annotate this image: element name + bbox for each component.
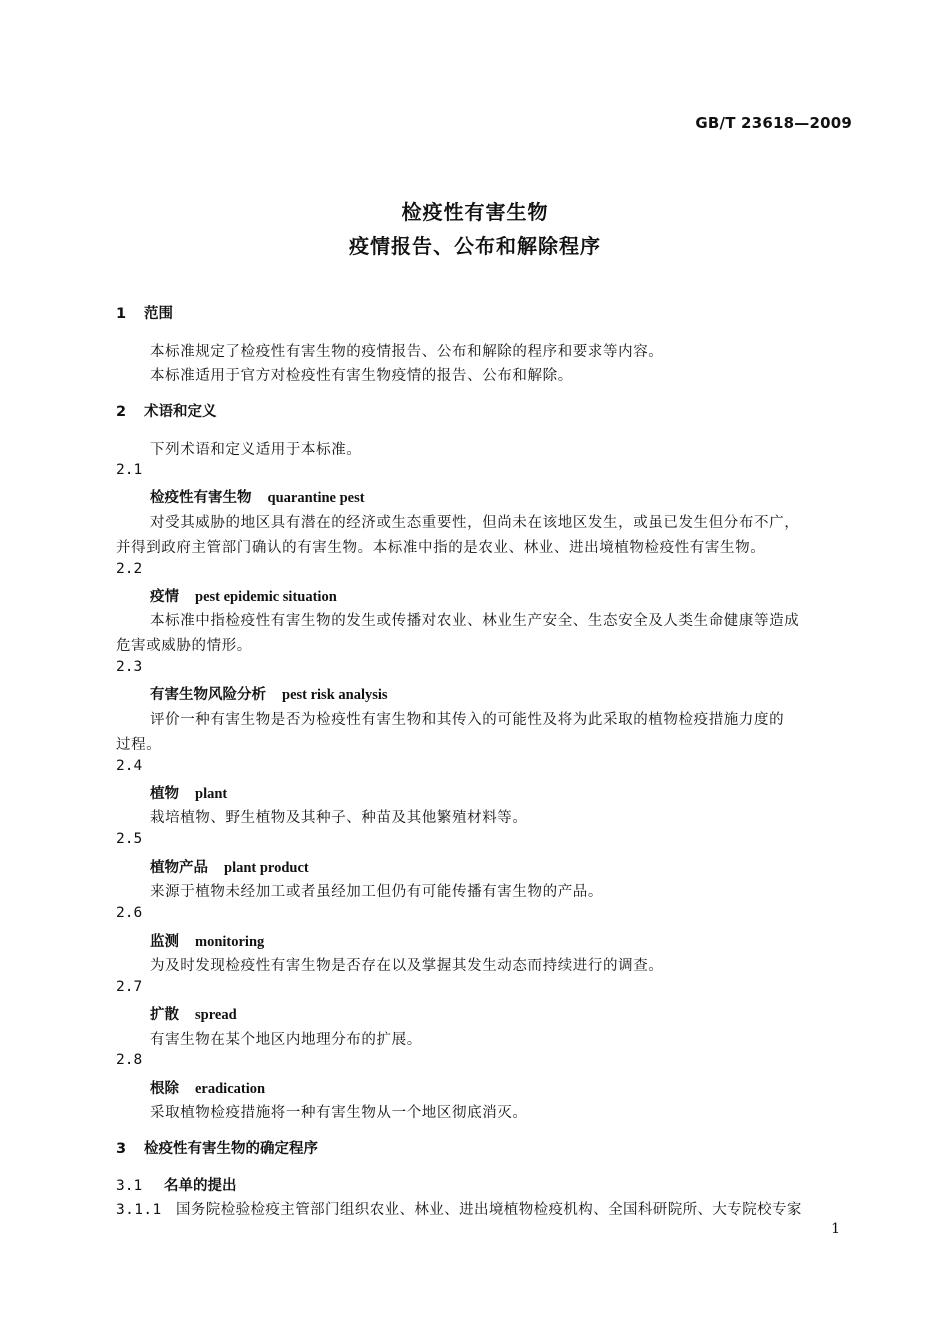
section-title: 范围 — [144, 306, 173, 322]
term-definition: 为及时发现检疫性有害生物是否存在以及掌握其发生动态而持续进行的调查。 — [150, 958, 664, 974]
section-number: 1 — [116, 306, 127, 322]
term-english: pest risk analysis — [282, 687, 388, 703]
term-entry — [150, 930, 264, 951]
subsection-number: 3.1 — [116, 1178, 143, 1194]
term-entry — [150, 486, 365, 507]
subsection-3-1-heading — [116, 1174, 237, 1195]
section-number: 2 — [116, 404, 127, 420]
term-entry — [150, 683, 388, 704]
subsection-title: 名单的提出 — [164, 1178, 237, 1194]
term-definition: 对受其威胁的地区具有潜在的经济或生态重要性，但尚未在该地区发生，或虽已发生但分布不广， — [150, 515, 800, 531]
clause-number: 2.1 — [116, 462, 143, 478]
clause-number: 2.4 — [116, 758, 143, 774]
section-1-paragraph-2: 本标准适用于官方对检疫性有害生物疫情的报告、公布和解除。 — [150, 368, 573, 384]
term-entry — [150, 1077, 265, 1098]
clause-number: 2.3 — [116, 659, 143, 675]
term-chinese: 植物产品 — [150, 860, 208, 876]
clause-number: 3.1.1 — [116, 1202, 162, 1218]
term-chinese: 扩散 — [150, 1007, 179, 1023]
term-entry — [150, 856, 309, 877]
term-english: plant product — [224, 860, 309, 876]
term-english: monitoring — [195, 934, 265, 950]
term-entry — [150, 782, 227, 803]
term-definition-continued: 危害或威胁的情形。 — [116, 638, 252, 654]
clause-number: 2.2 — [116, 561, 143, 577]
document-title-line1: 检疫性有害生物 — [401, 200, 549, 224]
standard-number: GB/T 23618—2009 — [695, 114, 852, 132]
section-2-intro: 下列术语和定义适用于本标准。 — [150, 442, 362, 458]
term-definition-continued: 过程。 — [116, 737, 162, 753]
term-english: plant — [195, 786, 228, 802]
document-title-line2: 疫情报告、公布和解除程序 — [349, 234, 601, 258]
section-title: 检疫性有害生物的确定程序 — [144, 1141, 318, 1157]
term-definition-continued: 并得到政府主管部门确认的有害生物。本标准中指的是农业、林业、进出境植物检疫性有害生物。 — [116, 540, 766, 556]
section-1-heading — [116, 302, 173, 323]
term-chinese: 疫情 — [150, 589, 179, 605]
section-number: 3 — [116, 1141, 127, 1157]
term-definition: 栽培植物、野生植物及其种子、种苗及其他繁殖材料等。 — [150, 810, 528, 826]
term-chinese: 植物 — [150, 786, 179, 802]
term-english: eradication — [195, 1081, 266, 1097]
term-definition: 评价一种有害生物是否为检疫性有害生物和其传入的可能性及将为此采取的植物检疫措施力度的 — [150, 712, 785, 728]
term-chinese: 有害生物风险分析 — [150, 687, 266, 703]
section-1-paragraph-1: 本标准规定了检疫性有害生物的疫情报告、公布和解除的程序和要求等内容。 — [150, 344, 664, 360]
clause-number: 2.5 — [116, 831, 143, 847]
term-chinese: 根除 — [150, 1081, 179, 1097]
term-chinese: 监测 — [150, 934, 179, 950]
section-3-heading — [116, 1137, 318, 1158]
term-definition: 本标准中指检疫性有害生物的发生或传播对农业、林业生产安全、生态安全及人类生命健康等造成 — [150, 613, 800, 629]
term-chinese: 检疫性有害生物 — [150, 490, 252, 506]
term-english: spread — [195, 1007, 237, 1023]
term-entry — [150, 585, 337, 606]
section-title: 术语和定义 — [144, 404, 217, 420]
clause-number: 2.8 — [116, 1052, 143, 1068]
term-english: pest epidemic situation — [195, 589, 337, 605]
clause-number: 2.7 — [116, 979, 143, 995]
term-definition: 采取植物检疫措施将一种有害生物从一个地区彻底消灭。 — [150, 1105, 528, 1121]
clause-text: 国务院检验检疫主管部门组织农业、林业、进出境植物检疫机构、全国科研院所、大专院校专家 — [176, 1202, 802, 1218]
term-definition: 来源于植物未经加工或者虽经加工但仍有可能传播有害生物的产品。 — [150, 884, 603, 900]
page-number: 1 — [831, 1221, 840, 1237]
section-2-heading — [116, 400, 217, 421]
clause-3-1-1 — [116, 1198, 802, 1219]
term-english: quarantine pest — [267, 490, 365, 506]
term-entry — [150, 1003, 237, 1024]
term-definition: 有害生物在某个地区内地理分布的扩展。 — [150, 1032, 422, 1048]
clause-number: 2.6 — [116, 905, 143, 921]
